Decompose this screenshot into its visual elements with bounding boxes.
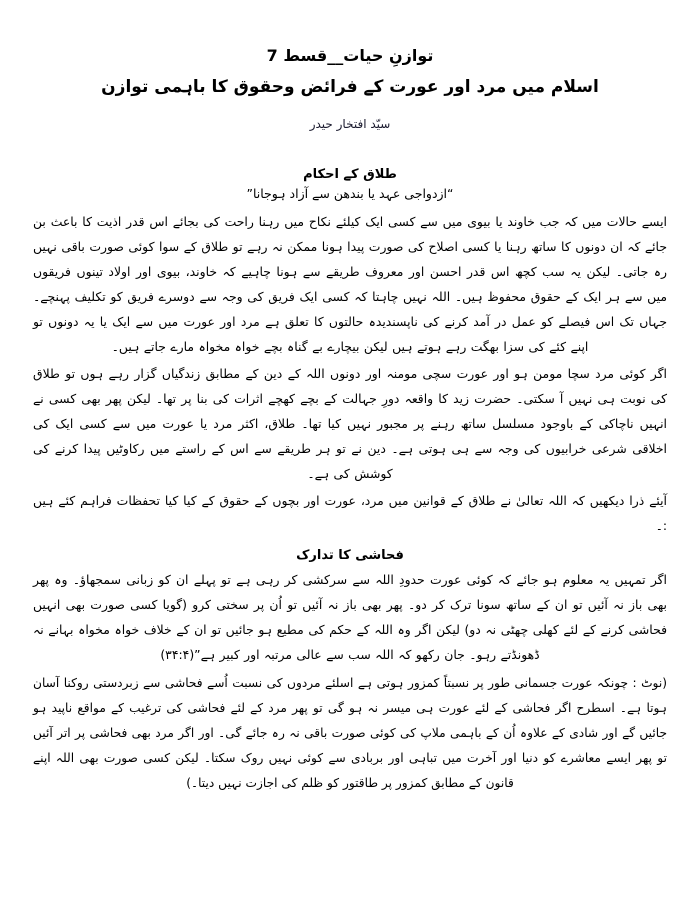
section-heading-fahashi: فحاشی کا تدارک (296, 548, 404, 564)
section-epigraph-talaq: “ازدواجی عہد یا بندھن سے آزاد ہوجانا” (246, 186, 454, 202)
section-heading-talaq: طلاق کے احکام (303, 167, 397, 183)
page-subtitle: اسلام میں مرد اور عورت کے فرائض وحقوق کا باہمی توازن (101, 77, 599, 97)
paragraph-talaq-1: ایسے حالات میں کہ جب خاوند یا بیوی میں سے کسی ایک کیلئے نکاح میں رہنا راحت کی بجائے اس قدر اذیت کا باعث بن جائے کہ ان دونوں کا ساتھ رہنا یا کسی اصلاح کی صورت پیدا ہونا ممکن نہ رہے تو طلاق کے سوا کوئی صورت باقی نہیں رہ جاتی۔ لیکن یہ سب کچھ اس قدر احسن اور معروف طریقے سے ہونا چاہیے کہ خاوند، بیوی اور اولاد تینوں فریقوں میں سے ہر ایک کے حقوق محفوظ ہیں۔ اللہ نہیں چاہتا کہ کسی ایک فریق کی وجہ سے دوسرے فریق کو تکلیف پہنچے۔ جہاں تک اس فیصلے کو عمل در آمد کرنے کی ناپسندیدہ حالتوں کا تعلق ہے مرد اور عورت میں سے ایک یا یہ دونوں تو اپنے کئے کی سزا بھگت رہے ہوتے ہیں لیکن بیچارے بے گناہ بچے خواہ مخواہ مارے جاتے ہیں۔ (33, 214, 667, 355)
paragraph-talaq-3: آیئے ذرا دیکھیں کہ اللہ تعالیٰ نے طلاق کے قوانین میں مرد، عورت اور بچوں کے حقوق کے کیا کیا تحفظات فراہم کئے ہیں :۔ (33, 493, 667, 534)
paragraph-talaq-2: اگر کوئی مرد سچا مومن ہو اور عورت سچی مومنہ اور دونوں اللہ کے دین کے مطابق زندگیاں گزار رہے ہوں تو طلاق کی نوبت ہی نہیں آ سکتی۔ حضرت زید کا واقعہ دورِ جہالت کے بچے کھچے اثرات کی بنا پر تھا۔ لیکن پھر بھی کسی نے انہیں ناچاکی کے باوجود مسلسل ساتھ رہنے پر مجبور نہیں کیا تھا۔ طلاق، اکثر مرد یا عورت میں سے کسی ایک کی اخلاقی شرعی خرابیوں کی وجہ سے ہی ہوتی ہے۔ دین نے تو ہر طریقے سے اس کے راستے میں رکاوٹیں پیدا کرنے کی کوشش کی ہے۔ (33, 366, 667, 482)
quran-reference: (۳۴:۴) (160, 647, 195, 663)
page-title: توازنِ حیات__قسط 7 (266, 46, 434, 65)
paragraph-fahashi-quote (33, 567, 667, 667)
fahashi-quote-text: اگر تمہیں یہ معلوم ہو جائے کہ کوئی عورت حدودِ اللہ سے سرکشی کر رہی ہے تو پہلے ان کو زبانی سمجھاؤ۔ وہ پھر بھی باز نہ آئیں تو ان کے ساتھ سونا ترک کر دو۔ پھر بھی باز نہ آئیں تو اُن پر سختی کرو (گویا کسی صورت بھی انہیں فحاشی کرنے کے لئے کھلی چھٹی نہ دو) لیکن اگر وہ اللہ کے حکم کی مطیع ہو جائیں تو ان کے خلاف خواہ مخواہ بہانے نہ ڈھونڈتے رہو۔ جان رکھو کہ اللہ سب سے عالی مرتبہ اور کبیر ہے” (33, 572, 667, 663)
author-name: سیّد افتخار حیدر (309, 117, 391, 132)
paragraph-fahashi-note: (نوٹ : چونکہ عورت جسمانی طور پر نسبتاً کمزور ہوتی ہے اسلئے مردوں کی نسبت اُسے فحاشی سے زبردستی روکنا آسان ہوتا ہے۔ اسطرح اگر فحاشی کے لئے عورت ہی میسر نہ ہو گی تو پھر مرد کے لئے فحاشی کی ترغیب کے مواقع ناپید ہو جائیں گے اور شادی کے علاوہ اُن کے باہمی ملاپ کی کوئی صورت باقی نہ رہ جائے گی۔ اور اگر مرد بھی فحاشی پر اتر آئیں تو پھر ایسے معاشرے کو دنیا اور آخرت میں تباہی اور بربادی سے کوئی نہیں روک سکتا۔ لیکن کسی صورت بھی اللہ اپنے قانون کے مطابق کمزور پر طاقتور کو ظلم کی اجازت نہیں دیتا۔) (33, 676, 667, 791)
